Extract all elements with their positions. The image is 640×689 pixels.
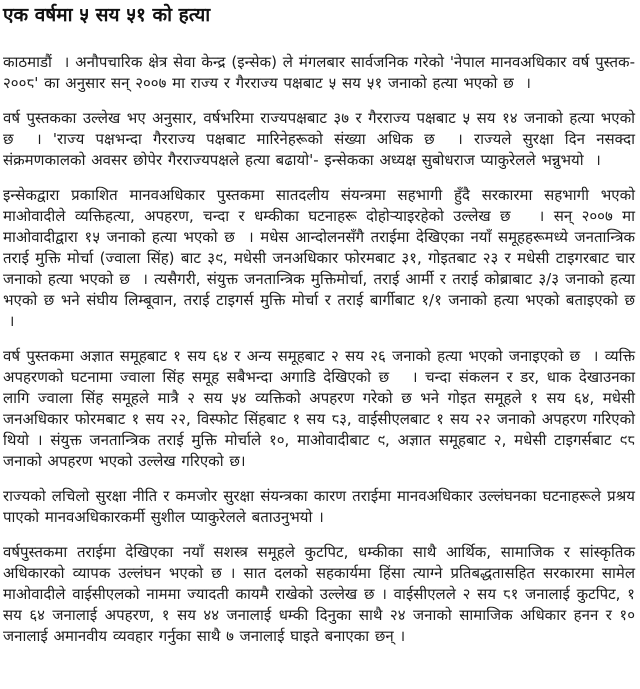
article-paragraph: इन्सेकद्वारा प्रकाशित मानवअधिकार पुस्तकमा सातदलीय संयन्त्रमा सहभागी हुँदै सरकारमा सहभागी भएको माओवादीले व्यक्तिहत्या, अपहरण, चन्दा र धम्कीका घटनाहरू दोहोर्‍याइरहेको उल्लेख छ । सन् २००७ मा माओवादीद्वारा १५ जनाको हत्या भएको छ । मधेस आन्दोलनसँगै तराईमा देखिएका नयाँ समूहहरूमध्ये जनतान्त्रिक तराई मुक्ति मोर्चा (ज्वाला सिंह) बाट ३९, मधेसी जनअधिकार फोरमबाट ३१, गोइतबाट २३ र मधेसी टाइगरबाट चार जनाको हत्या भएको छ । त्यसैगरी, संयुक्त जनतान्त्रिक मुक्तिमोर्चा, तराई आर्मी र तराई कोब्राबाट ३/३ जनाको हत्या भएको छ भने संघीय लिम्बूवान, तराई टाइगर्स मुक्ति मोर्चा र तराई बार्गीबाट १/१ जनाको हत्या भएको बताइएको छ ।: [3, 186, 635, 330]
article-headline: एक वर्षमा ५ सय ५१ को हत्या: [3, 4, 211, 26]
article-paragraph: राज्यको लचिलो सुरक्षा नीति र कमजोर सुरक्षा संयन्त्रका कारण तराईमा मानवअधिकार उल्लंघनका घटनाहरूले प्रश्रय पाएको मानवअधिकारकर्मी सुशील प्याकुरेलले बताउनुभयो ।: [3, 487, 635, 526]
article-paragraph: वर्षपुस्तकमा तराईमा देखिएका नयाँ सशस्त्र समूहले कुटपिट, धम्कीका साथै आर्थिक, सामाजिक र सांस्कृतिक अधिकारको व्यापक उल्लंघन भएको छ । सात दलको सहकार्यमा हिंसा त्याग्ने प्रतिबद्धतासहित सरकारमा सामेल माओवादीले वाईसीएलको नाममा ज्यादती कायमै राखेको उल्लेख छ । वाईसीएलले २ सय ८१ जनालाई कुटपिट, १ सय ६४ जनालाई अपहरण, १ सय ४४ जनालाई धम्की दिनुका साथै २४ जनाको सामाजिक अधिकार हनन र १० जनालाई अमानवीय व्यवहार गर्नुका साथै ७ जनालाई घाइते बनाएका छन् ।: [3, 543, 635, 645]
article-paragraph: वर्ष पुस्तकका उल्लेख भए अनुसार, वर्षभरिमा राज्यपक्षबाट ३७ र गैरराज्य पक्षबाट ५ सय १४ जनाको हत्या भएको छ । 'राज्य पक्षभन्दा गैरराज्य पक्षबाट मारिनेहरूको संख्या अधिक छ । राज्यले सुरक्षा दिन नसक्दा संक्रमणकालको अवसर छोपेर गैरराज्यपक्षले हत्या बढायो'- इन्सेकका अध्यक्ष सुबोधराज प्याकुरेलले भन्नुभयो ।: [3, 109, 635, 169]
article-paragraph-dateline: काठमाडौं । अनौपचारिक क्षेत्र सेवा केन्द्र (इन्सेक) ले मंगलबार सार्वजनिक गरेको 'नेपाल मानवअधिकार वर्ष पुस्तक- २००८' का अनुसार सन् २००७ मा राज्य र गैरराज्य पक्षबाट ५ सय ५१ जनाको हत्या भएको छ ।: [3, 53, 635, 92]
article-paragraph: वर्ष पुस्तकमा अज्ञात समूहबाट १ सय ६४ र अन्य समूहबाट २ सय २६ जनाको हत्या भएको जनाइएको छ । व्यक्ति अपहरणको घटनामा ज्वाला सिंह समूह सबैभन्दा अगाडि देखिएको छ । चन्दा संकलन र डर, धाक देखाउनका लागि ज्वाला सिंह समूहले मात्रै २ सय ५४ व्यक्तिको अपहरण गरेको छ भने गोइत समूहले १ सय ६४, मधेसी जनअधिकार फोरमबाट १ सय २२, विस्फोट सिंहबाट १ सय ८३, वाईसीएलबाट १ सय २२ जनाको अपहरण गरिएको थियो । संयुक्त जनतान्त्रिक तराई मुक्ति मोर्चाले १०, माओवादीबाट ९, अज्ञात समूहबाट २, मधेसी टाइगर्सबाट ९८ जनाको अपहरण भएको उल्लेख गरिएको छ।: [3, 347, 635, 470]
